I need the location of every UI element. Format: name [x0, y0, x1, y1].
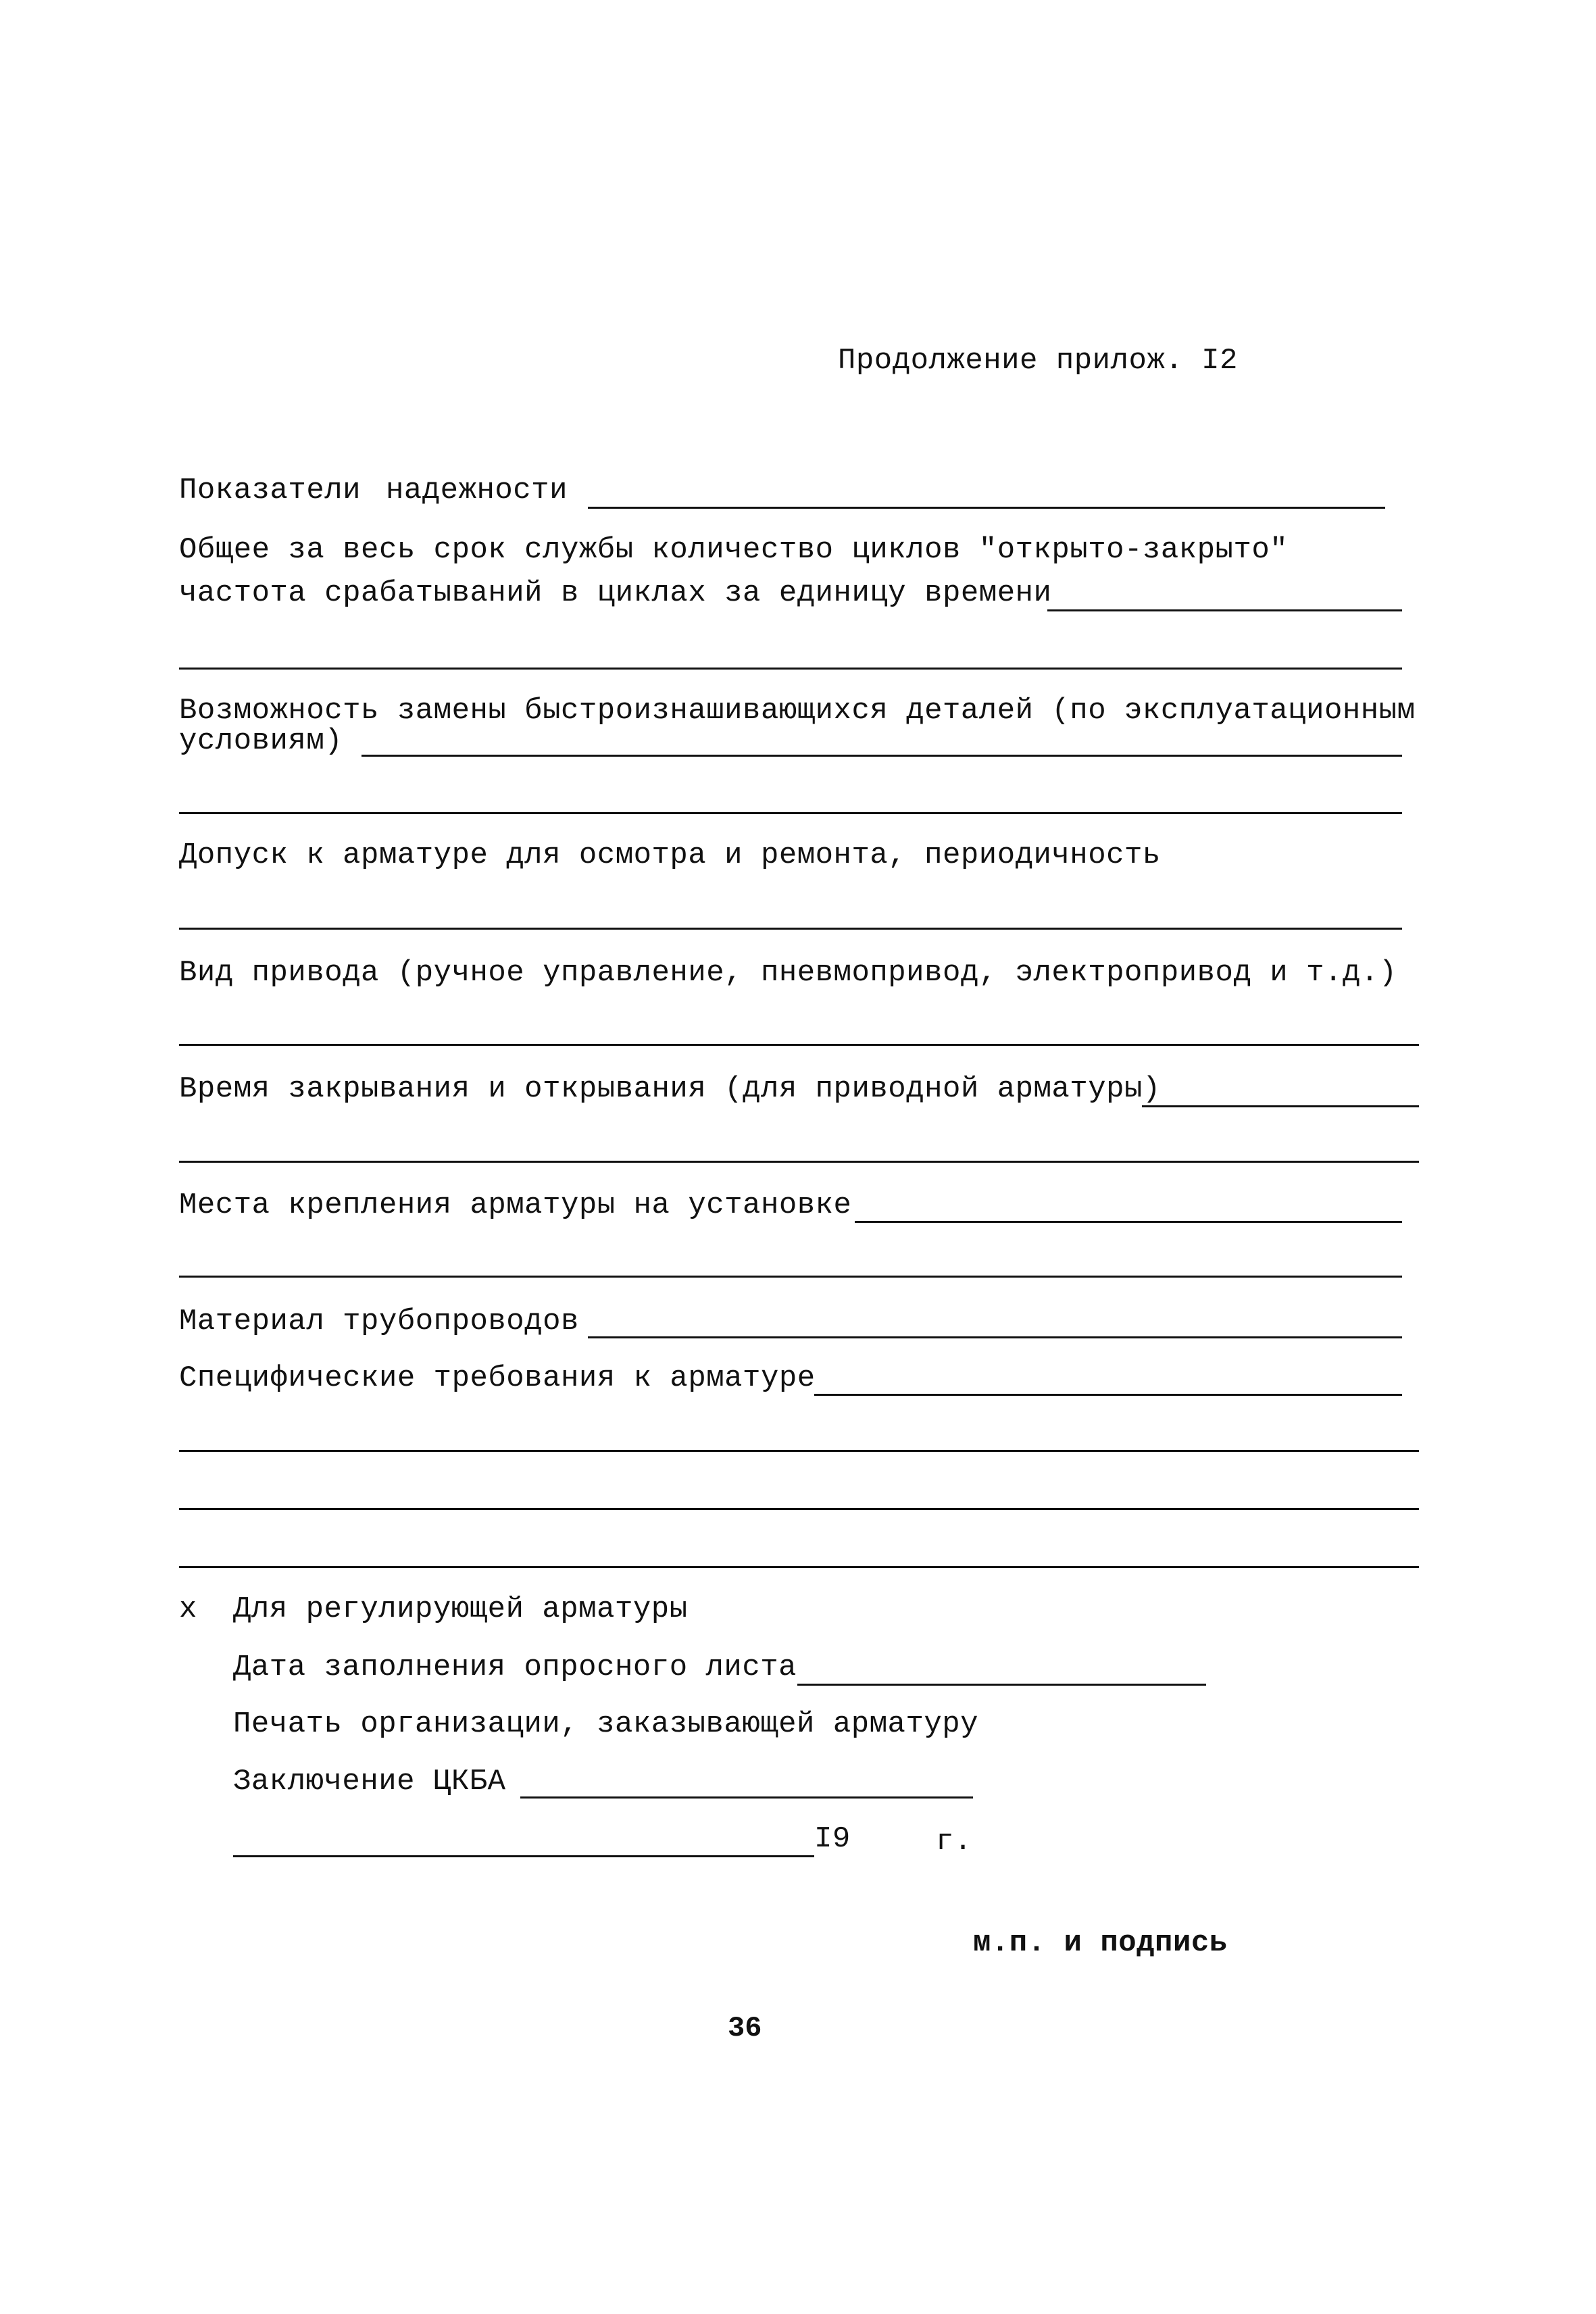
pipe-material-field[interactable]	[588, 1336, 1402, 1338]
year-suffix: г.	[936, 1825, 972, 1859]
drive-type-label: Вид привода (ручное управление, пневмопривод, электропривод и т.д.)	[179, 956, 1397, 990]
closing-time-label: Время закрывания и открывания (для приводной арматуры)	[179, 1072, 1161, 1106]
specific-requirements-line-2[interactable]	[179, 1450, 1419, 1452]
fill-date-field[interactable]	[797, 1684, 1206, 1686]
continuation-header: Продолжение прилож. I2	[838, 344, 1238, 378]
footnote-marker: х	[179, 1592, 197, 1626]
frequency-field[interactable]	[1047, 609, 1402, 611]
mounting-label: Места крепления арматуры на установке	[179, 1188, 852, 1222]
access-field[interactable]	[179, 928, 1402, 930]
conclusion-field[interactable]	[520, 1796, 973, 1799]
replaceability-label-line2: условиям)	[179, 724, 343, 758]
reliability-label: Показатели надежности	[179, 474, 568, 507]
cycles-label: Общее за весь срок службы количество циклов "открыто-закрыто"	[179, 533, 1289, 567]
replaceability-field[interactable]	[361, 755, 1402, 757]
specific-requirements-label: Специфические требования к арматуре	[179, 1361, 816, 1395]
fill-date-label: Дата заполнения опросного листа	[233, 1651, 797, 1684]
specific-requirements-field[interactable]	[814, 1394, 1402, 1396]
page-number: 36	[728, 2012, 762, 2044]
specific-requirements-line-4[interactable]	[179, 1566, 1419, 1568]
stamp-label: Печать организации, заказывающей арматуру	[233, 1707, 979, 1741]
mounting-field[interactable]	[855, 1221, 1402, 1223]
replaceability-field-continuation[interactable]	[179, 812, 1402, 814]
replaceability-label-line1: Возможность замены быстроизнашивающихся деталей (по эксплуатационным	[179, 694, 1416, 728]
conclusion-label: Заключение ЦКБА	[233, 1765, 506, 1799]
pipe-material-label: Материал трубопроводов	[179, 1305, 579, 1338]
mounting-field-continuation[interactable]	[179, 1276, 1402, 1278]
reliability-field[interactable]	[588, 507, 1385, 509]
frequency-label: частота срабатываний в циклах за единицу времени	[179, 576, 1052, 610]
date-field[interactable]	[233, 1855, 814, 1857]
specific-requirements-line-3[interactable]	[179, 1508, 1419, 1510]
closing-time-field-continuation[interactable]	[179, 1161, 1419, 1163]
access-label: Допуск к арматуре для осмотра и ремонта, периодичность	[179, 838, 1161, 872]
frequency-field-continuation[interactable]	[179, 668, 1402, 670]
seal-signature-label: м.п. и подпись	[973, 1926, 1228, 1960]
closing-time-field[interactable]	[1142, 1105, 1419, 1107]
year-prefix: I9	[814, 1822, 851, 1856]
drive-type-field[interactable]	[179, 1044, 1419, 1046]
footnote-text: Для регулирующей арматуры	[233, 1592, 688, 1626]
